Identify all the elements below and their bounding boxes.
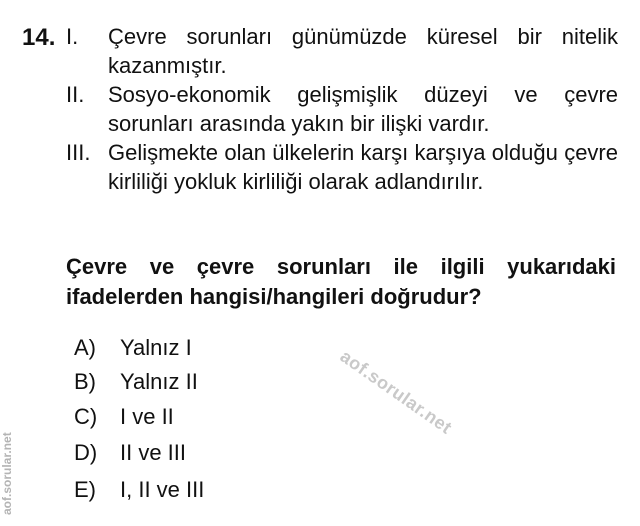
option-letter: B) xyxy=(74,369,96,394)
option-text: II ve III xyxy=(120,440,187,465)
option-letter: C) xyxy=(74,404,98,429)
option-letter: A) xyxy=(74,335,96,360)
option-text: Yalnız II xyxy=(120,369,198,394)
statement-text: Çevre sorunları günümüzde küresel bir nitelik kazanmıştır. xyxy=(108,24,618,78)
statement-text: Gelişmekte olan ülkelerin karşı karşıya olduğu çevre kirliliği yokluk kirliliği olarak adlandırılır. xyxy=(108,140,618,194)
option-text: I ve II xyxy=(120,404,174,429)
statement-roman: I. xyxy=(66,24,79,49)
statement-3 xyxy=(66,138,618,196)
option-text: Yalnız I xyxy=(120,335,192,360)
statement-roman: II. xyxy=(66,82,85,107)
statement-roman: III. xyxy=(66,140,91,165)
statement-2 xyxy=(66,80,618,138)
statement-1 xyxy=(66,22,618,80)
watermark-side: aof.sorular.net xyxy=(0,432,14,515)
option-letter: E) xyxy=(74,477,96,502)
option-b[interactable] xyxy=(74,368,198,396)
question-number: 14. xyxy=(22,24,56,51)
option-letter: D) xyxy=(74,440,98,465)
option-e[interactable] xyxy=(74,476,204,504)
statement-text: Sosyo-ekonomik gelişmişlik düzeyi ve çevre sorunları arasında yakın bir ilişki vardır. xyxy=(108,82,618,136)
option-text: I, II ve III xyxy=(120,477,205,502)
option-d[interactable] xyxy=(74,439,186,467)
option-c[interactable] xyxy=(74,403,174,431)
question-stem: Çevre ve çevre sorunları ile ilgili yukarıdaki ifadelerden hangisi/hangileri doğrudur? xyxy=(66,254,616,309)
watermark-diagonal: aof.sorular.net xyxy=(336,346,456,438)
option-a[interactable] xyxy=(74,334,192,362)
